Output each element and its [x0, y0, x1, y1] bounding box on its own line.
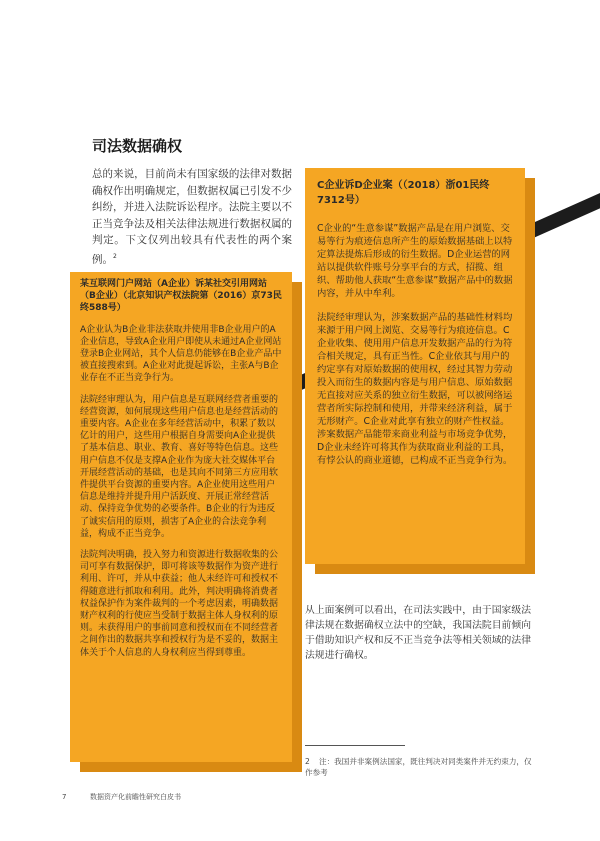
- case-c-title: C企业诉D企业案（（2018）浙01民终7312号）: [317, 180, 490, 206]
- case-card-c: [305, 168, 525, 564]
- case-a-title: 某互联网门户网站（A企业）诉某社交引用网站（B企业）（北京知识产权法院第（2016）京73民终588号）: [80, 279, 282, 314]
- page-footer: [62, 792, 181, 802]
- case-a-paragraph: A企业认为B企业非法获取并使用非B企业用户的A企业信息，导致A企业用户即使从未通过A企业网站登录B企业网站，其个人信息仍能够在B企业产品中被直接搜索到。A企业对此提起诉讼，主张A与B企业存在不正当竞争行为。: [80, 324, 282, 384]
- case-a-paragraph: 法院判决明确，投入努力和资源进行数据收集的公司可享有数据保护，即可将该等数据作为资产进行利用、许可，并从中获益；他人未经许可和授权不得随意进行抓取和利用。此外，判决明确将消费者权益保护作为案件裁判的一个考虑因素，明确数据财产权利的行使应当受制于数据主体人身权利的原则。未获得用户的事前同意和授权而在不同经营者之间作出的数据共享和授权行为是不妥的，数据主体关于个人信息的人身权利应当得到尊重。: [80, 550, 279, 658]
- footnote-ref: 2: [113, 252, 117, 260]
- intro-text: 总的来说，目前尚未有国家级的法律对数据确权作出明确规定，但数据权属已引发不少纠纷，并进入法院诉讼程序。法院主要以不正当竞争法及相关法律法规进行数据权属的判定。下文仅列出较具有代表性的两个案例。: [92, 168, 292, 265]
- section-title: 司法数据确权: [92, 137, 183, 155]
- case-a-paragraph: 法院经审理认为，用户信息是互联网经营者重要的经营资源，如何展现这些用户信息也是经营活动的重要内容。A企业在多年经营活动中，积累了数以亿计的用户，这些用户根据自身需要向A企业提供了基本信息、职业、教育、喜好等特色信息。这些用户信息不仅是支撑A企业作为庞大社交媒体平台开展经营活动的基础，也是其向不同第三方应用软件提供平台资源的重要内容。A企业使用这些用户信息是维持并提升用户活跃度、开展正常经营活动、保持竞争优势的必要条件。B企业的行为违反了诚实信用的原则，损害了A企业的合法竞争利益，构成不正当竞争。: [80, 394, 279, 539]
- footnote-number: 2: [305, 757, 310, 766]
- page-number: 7: [62, 793, 67, 801]
- footnote-text: 注：我国并非案例法国家，既往判决对同类案件并无约束力，仅作参考: [305, 757, 532, 777]
- conclusion-paragraph: 从上面案例可以看出，在司法实践中，由于国家级法律法规在数据确权立法中的空缺，我国法院目前倾向于借助知识产权和反不正当竞争法等相关领域的法律法规进行确权。: [305, 605, 531, 661]
- intro-paragraph: [92, 166, 292, 268]
- footnote: [305, 756, 535, 778]
- case-c-paragraph: C企业的“生意参谋”数据产品是在用户浏览、交易等行为痕迹信息所产生的原始数据基础上以特定算法提炼后形成的衍生数据。D企业运营的网站以提供软件账号分享平台的方式，招揽、组织、帮助他人获取“生意参谋”数据产品中的数据内容，并从中牟利。: [317, 223, 513, 299]
- footnote-divider: [305, 745, 405, 746]
- case-c-paragraph: 法院经审理认为，涉案数据产品的基础性材料均来源于用户网上浏览、交易等行为痕迹信息。C企业收集、使用用户信息开发数据产品的行为符合相关规定，具有正当性。C企业依其与用户的约定享有对原始数据的使用权，经过其智力劳动投入而衍生的数据内容是与用户信息、原始数据无直接对应关系的独立衍生数据，可以被网络运营者所实际控制和使用，并带来经济利益，属于无形财产。C企业对此享有独立的财产性权益。涉案数据产品能带来商业利益与市场竞争优势，D企业未经许可将其作为获取商业利益的工具，有悖公认的商业道德，已构成不正当竞争行为。: [317, 312, 513, 466]
- document-title: 数据资产化前瞻性研究白皮书: [90, 793, 181, 801]
- case-card-a: [70, 272, 292, 762]
